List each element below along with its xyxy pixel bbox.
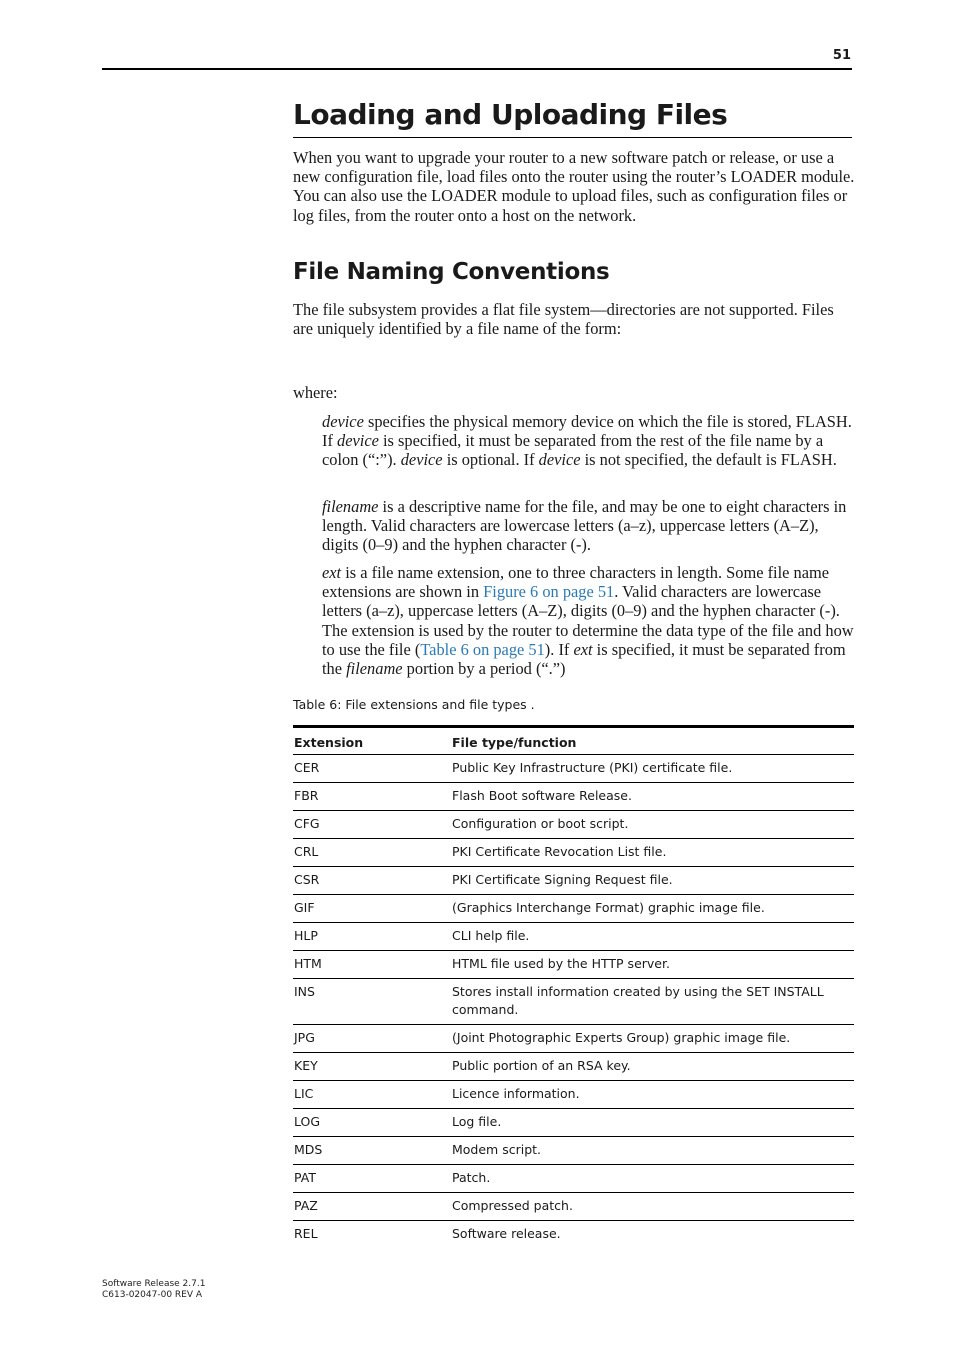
term-ext: ext [573,639,593,659]
table-6-link[interactable]: Table 6 on page 51 [420,639,545,659]
device-text-3: is optional. If [442,450,539,470]
table-row [293,1025,854,1053]
extension-cell: MDS [293,1137,451,1165]
file-type-cell: (Graphics Interchange Format) graphic image file. [451,895,854,923]
table-body [293,755,854,1249]
extension-cell: CSR [293,867,451,895]
file-type-cell: PKI Certificate Signing Request file. [451,867,854,895]
footer [102,1279,205,1301]
file-type-cell: CLI help file. [451,923,854,951]
where-label: where: [293,383,338,402]
column-header-file-type: File type/function [451,727,854,755]
table-row [293,867,854,895]
table-header-row [293,727,854,755]
ext-text-2: . Valid characters are lowercase letters (a–z), uppercase letters (A–Z), digits (0–9) and the hyphen character (-). The extension is used by the router to determine the data type of the file and how to use the file ( [322,582,854,659]
extension-cell: REL [294,1226,318,1241]
table-row [293,951,854,979]
table-row [293,1081,854,1109]
ext-text-4: is specified, it must be separated from the [322,639,846,679]
extension-cell: CER [293,755,451,783]
extension-cell: PAZ [293,1193,451,1221]
file-type-cell: HTML file used by the HTTP server. [451,951,854,979]
table-row [293,1053,854,1081]
ext-definition [322,563,856,678]
file-type-cell: (Joint Photographic Experts Group) graphic image file. [451,1025,854,1053]
section-intro-paragraph: The file subsystem provides a flat file system—directories are not supported. Files are uniquely identified by a file name of the form: [293,300,834,339]
extension-cell: CRL [293,839,451,867]
extension-cell: KEY [293,1053,451,1081]
device-text-4: is not specified, the default is FLASH. [580,450,837,470]
device-text-1: specifies the physical memory device on which the file is stored, FLASH. If [322,412,852,451]
device-text-2: is specified, it must be separated from the rest of the file name by a colon (“:”). [322,431,824,470]
file-type-cell: Software release. [452,1226,561,1241]
extension-cell: FBR [293,783,451,811]
page-number: 51 [832,48,851,63]
table-row [293,895,854,923]
table-row [293,1165,854,1193]
extension-cell: HLP [293,923,451,951]
extension-cell: LOG [293,1109,451,1137]
term-device: device [400,450,443,470]
section-heading: File Naming Conventions [293,259,610,285]
file-type-cell: Configuration or boot script. [451,811,854,839]
table-row [293,755,854,783]
device-definition [322,412,856,470]
table-row [293,1109,854,1137]
table-caption: Table 6: File extensions and file types . [293,697,535,712]
table-row [293,783,854,811]
table-row [293,839,854,867]
file-type-cell: PKI Certificate Revocation List file. [451,839,854,867]
filename-text-1: is a descriptive name for the file, and may be one to eight characters in length. Valid characters are lowercase letters (a–z), uppercase letters (A–Z), digits (0–9) and the hyphen character (-). [322,497,847,555]
page-title: Loading and Uploading Files [293,96,852,138]
extension-cell: LIC [293,1081,451,1109]
term-device: device [322,412,364,431]
header-rule [102,68,852,70]
ext-text-5: portion by a period (“.”) [402,659,566,679]
file-type-cell: Licence information. [451,1081,854,1109]
term-filename: filename [346,659,403,679]
intro-paragraph: When you want to upgrade your router to a new software patch or release, or use a new configuration file, load files onto the router using the router’s LOADER module. You can also use the LOADER module to upload files, such as configuration files or log files, from the router onto a host on the network. [293,148,855,225]
footer-doc-id: C613-02047-00 REV A [102,1290,203,1300]
file-type-cell: Modem script. [451,1137,854,1165]
file-type-cell: Public Key Infrastructure (PKI) certificate file. [451,755,854,783]
table-row [293,979,854,1025]
file-type-cell: Compressed patch. [451,1193,854,1221]
ext-text-1: is a file name extension, one to three characters in length. Some file name extensions are shown in [322,563,830,602]
extension-cell: HTM [293,951,451,979]
file-type-cell: Log file. [451,1109,854,1137]
table-row [293,923,854,951]
extension-cell: GIF [293,895,451,923]
term-device: device [538,450,581,470]
table-row [293,811,854,839]
term-ext: ext [322,563,342,582]
file-type-cell: Patch. [451,1165,854,1193]
table-row [293,1193,854,1221]
file-type-cell: Stores install information created by using the SET INSTALL command. [451,979,854,1025]
extension-cell: JPG [293,1025,451,1053]
extension-cell: CFG [293,811,451,839]
extension-cell: PAT [293,1165,451,1193]
footer-release: Software Release 2.7.1 [102,1279,206,1289]
table-row [293,1137,854,1165]
column-header-extension: Extension [293,727,451,755]
extension-cell: INS [293,979,451,1025]
file-extensions-table [293,725,854,1248]
ext-text-3: ). If [544,639,574,659]
table-row [293,1221,854,1249]
file-type-cell: Flash Boot software Release. [451,783,854,811]
filename-definition [322,497,856,555]
term-filename: filename [322,497,379,516]
file-type-cell: Public portion of an RSA key. [451,1053,854,1081]
figure-6-link[interactable]: Figure 6 on page 51 [483,582,615,602]
term-device: device [337,431,379,451]
